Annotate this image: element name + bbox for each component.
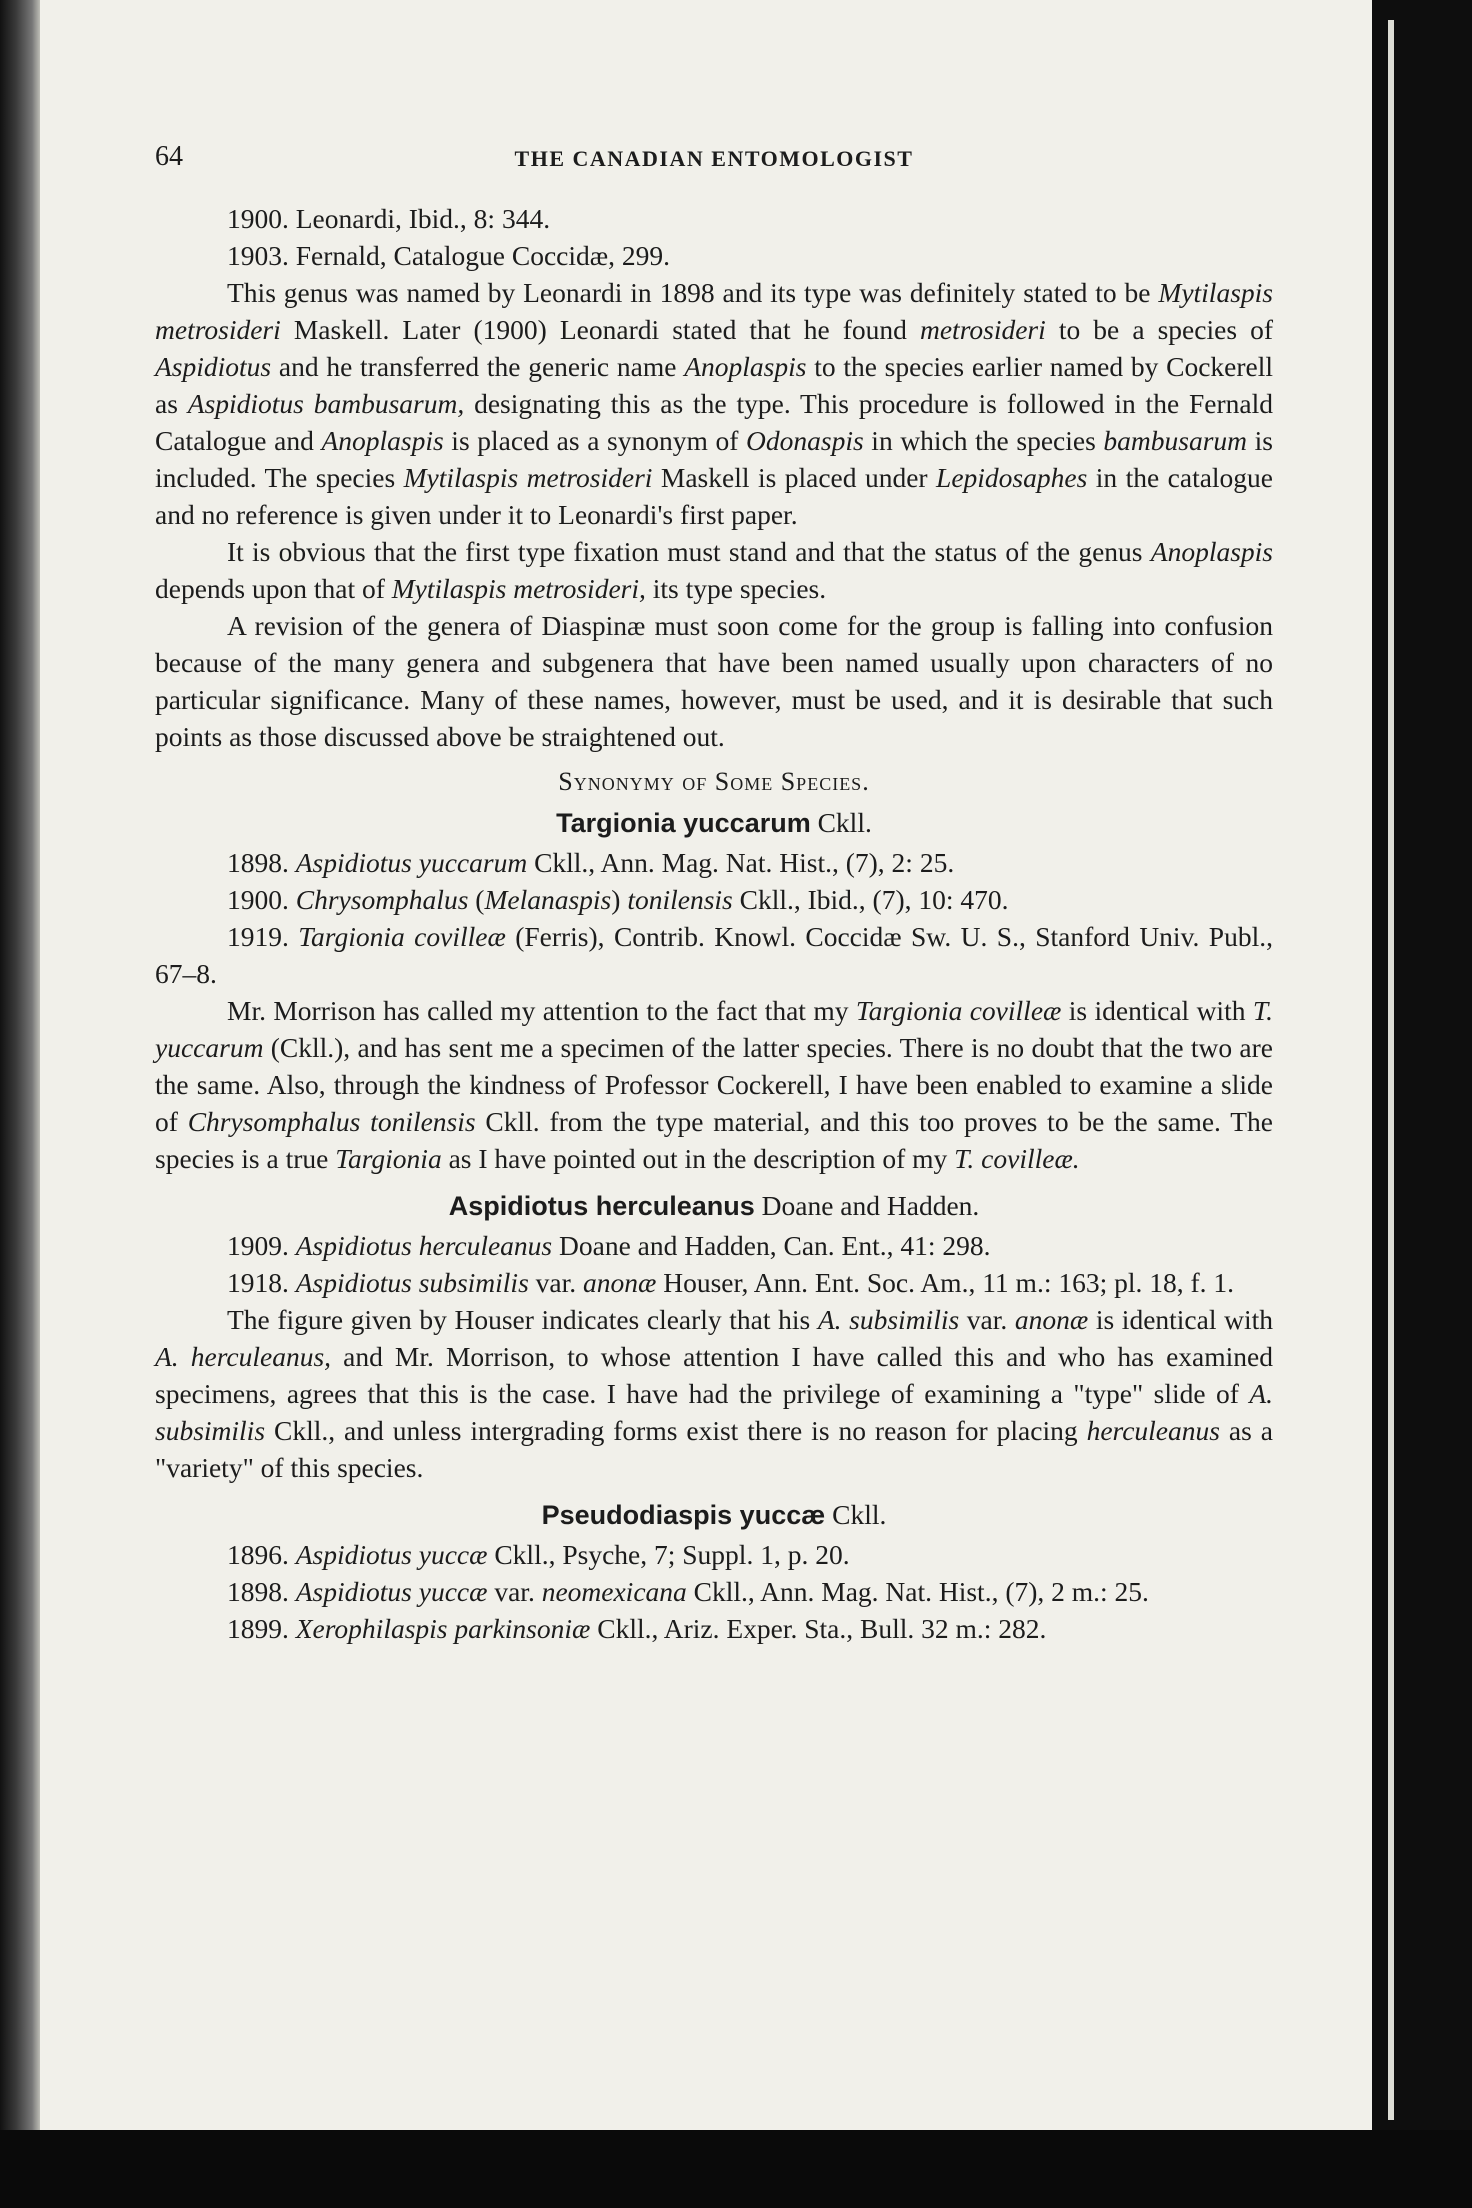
- reference-line: 1898. Aspidiotus yuccæ var. neomexicana Ckll., Ann. Mag. Nat. Hist., (7), 2 m.: 25.: [227, 1576, 1149, 1607]
- scan-right-edge: [1372, 0, 1472, 2208]
- paragraph-genus-history: This genus was named by Leonardi in 1898 and its type was definitely stated to be Mytilaspis metrosideri Maskell. Later (1900) Leonardi stated that he found metrosideri to be a species of Aspidiotus and he transferred the generic name Anoplaspis to the species earlier named by Cockerell as Aspidiotus bambusarum, designating this as the type. This procedure is followed in the Fernald Catalogue and Anoplaspis is placed as a synonym of Odonaspis in which the species bambusarum is included. The species Mytilaspis metrosideri Maskell is placed under Lepidosaphes in the catalogue and no reference is given under it to Leonardi's first paper.: [155, 277, 1274, 530]
- species-author: Ckll.: [832, 1499, 887, 1530]
- running-title: THE CANADIAN ENTOMOLOGIST: [514, 146, 914, 171]
- species-name: Targionia yuccarum: [556, 808, 811, 838]
- page-number: 64: [155, 141, 183, 172]
- scan-bottom-edge: [0, 2130, 1472, 2208]
- reference-line: 1896. Aspidiotus yuccæ Ckll., Psyche, 7; Suppl. 1, p. 20.: [227, 1539, 850, 1570]
- species-name: Aspidiotus herculeanus: [448, 1191, 755, 1221]
- species-heading: [155, 804, 1273, 842]
- reference-line: 1900. Chrysomphalus (Melanaspis) tonilensis Ckll., Ibid., (7), 10: 470.: [227, 884, 1009, 915]
- reference-line: [155, 237, 1273, 274]
- scan-left-edge: [0, 0, 40, 2208]
- reference-line: 1918. Aspidiotus subsimilis var. anonæ Houser, Ann. Ent. Soc. Am., 11 m.: 163; pl. 18, f. 1.: [227, 1267, 1235, 1298]
- reference-line: 1919. Targionia covilleæ (Ferris), Contrib. Knowl. Coccidæ Sw. U. S., Stanford Univ. Publ., 67–8.: [155, 921, 1273, 989]
- ref-text: Fernald, Catalogue Coccidæ, 299.: [295, 240, 670, 271]
- section-heading: Synonymy of Some Species.: [558, 767, 870, 796]
- reference-line: 1898. Aspidiotus yuccarum Ckll., Ann. Mag. Nat. Hist., (7), 2: 25.: [227, 847, 955, 878]
- page-content: [155, 138, 1273, 1647]
- paragraph-revision: A revision of the genera of Diaspinæ must soon come for the group is falling into confusion because of the many genera and subgenera that have been named usually upon characters of no particular significance. Many of these names, however, must be used, and it is desirable that such points as those discussed above be straightened out.: [155, 610, 1273, 752]
- paragraph-herculeanus: The figure given by Houser indicates clearly that his A. subsimilis var. anonæ is identical with A. herculeanus, and Mr. Morrison, to whose attention I have called this and who has examined specimens, agrees that this is the case. I have had the privilege of examining a "type" slide of A. subsimilis Ckll., and unless intergrading forms exist there is no reason for placing herculeanus as a "variety" of this species.: [155, 1304, 1273, 1483]
- reference-line: [155, 200, 1273, 237]
- species-heading: [155, 1187, 1273, 1225]
- adjacent-page-strip: [1388, 20, 1394, 2120]
- ref-year: 1903.: [227, 240, 289, 271]
- paragraph-type-fixation: It is obvious that the first type fixation must stand and that the status of the genus Anoplaspis depends upon that of Mytilaspis metrosideri, its type species.: [155, 536, 1273, 604]
- ref-text: Leonardi, Ibid., 8: 344.: [295, 203, 551, 234]
- species-heading: [155, 1496, 1273, 1534]
- ref-year: 1900.: [227, 203, 289, 234]
- paragraph-targionia: Mr. Morrison has called my attention to the fact that my Targionia covilleæ is identical with T. yuccarum (Ckll.), and has sent me a specimen of the latter species. There is no doubt that the two are the same. Also, through the kindness of Professor Cockerell, I have been enabled to examine a slide of Chrysomphalus tonilensis Ckll. from the type material, and this too proves to be the same. The species is a true Targionia as I have pointed out in the description of my T. covilleæ.: [155, 995, 1273, 1174]
- page-header: [155, 138, 1273, 182]
- reference-line: 1909. Aspidiotus herculeanus Doane and Hadden, Can. Ent., 41: 298.: [227, 1230, 991, 1261]
- reference-line: 1899. Xerophilaspis parkinsoniæ Ckll., Ariz. Exper. Sta., Bull. 32 m.: 282.: [227, 1613, 1047, 1644]
- species-author: Ckll.: [817, 807, 872, 838]
- species-author: Doane and Hadden.: [761, 1190, 980, 1221]
- species-name: Pseudodiaspis yuccæ: [541, 1500, 826, 1530]
